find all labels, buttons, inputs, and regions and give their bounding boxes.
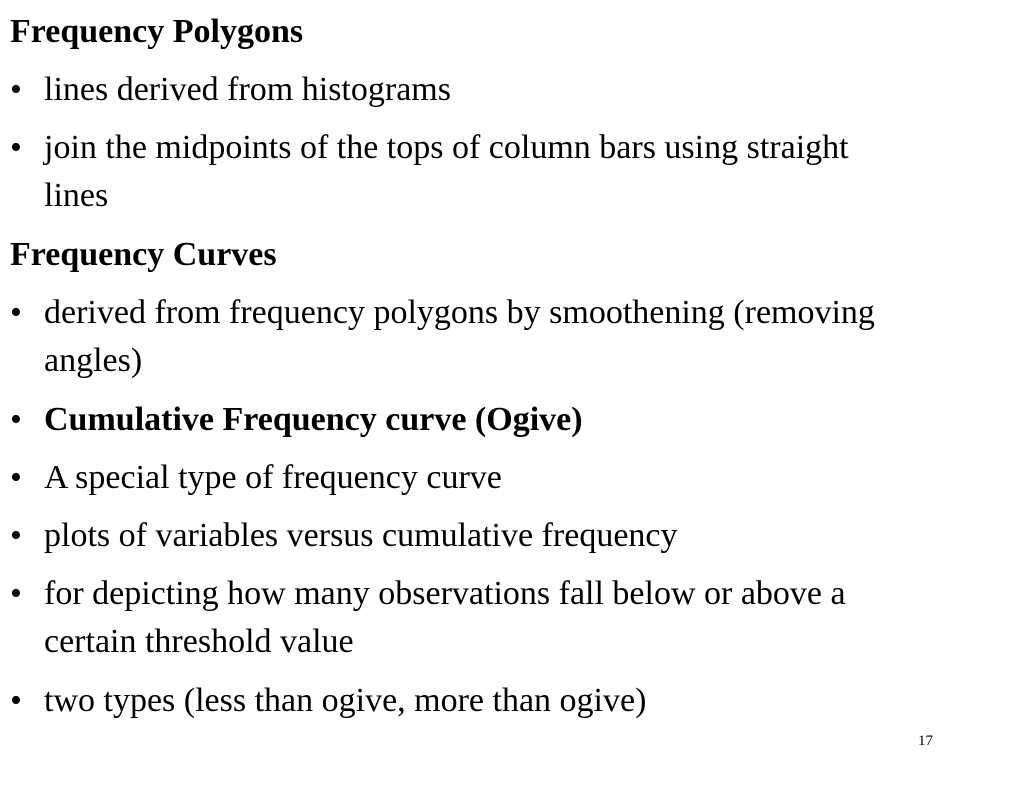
bullet-item	[10, 454, 890, 502]
bullet-item	[10, 570, 890, 666]
page-number: 17	[918, 733, 933, 749]
bullet-marker: •	[10, 129, 22, 166]
bullet-text-bold: Cumulative Frequency curve (Ogive)	[44, 401, 583, 438]
bullet-item	[10, 512, 890, 560]
bullet-item	[10, 124, 890, 220]
bullet-marker: •	[10, 459, 22, 496]
bullet-marker: •	[10, 401, 22, 438]
bullet-marker: •	[10, 682, 22, 719]
bullet-text: two types (less than ogive, more than ogive)	[44, 682, 647, 719]
bullet-text: A special type of frequency curve	[44, 459, 502, 496]
bullet-item	[10, 289, 890, 385]
heading-frequency-polygons: Frequency Polygons	[10, 13, 304, 50]
bullet-text: for depicting how many observations fall below or above a certain threshold value	[44, 575, 846, 660]
bullet-item	[10, 396, 890, 444]
bullet-marker: •	[10, 71, 22, 108]
heading-frequency-curves: Frequency Curves	[10, 236, 277, 273]
bullet-marker: •	[10, 575, 22, 612]
bullet-text: derived from frequency polygons by smoothening (removing angles)	[44, 294, 875, 379]
bullet-item	[10, 66, 890, 114]
bullet-item	[10, 677, 890, 725]
bullet-text: plots of variables versus cumulative frequency	[44, 517, 678, 554]
bullet-marker: •	[10, 517, 22, 554]
bullet-text: join the midpoints of the tops of column bars using straight lines	[44, 129, 849, 214]
bullet-marker: •	[10, 294, 22, 331]
bullet-text: lines derived from histograms	[44, 71, 451, 108]
